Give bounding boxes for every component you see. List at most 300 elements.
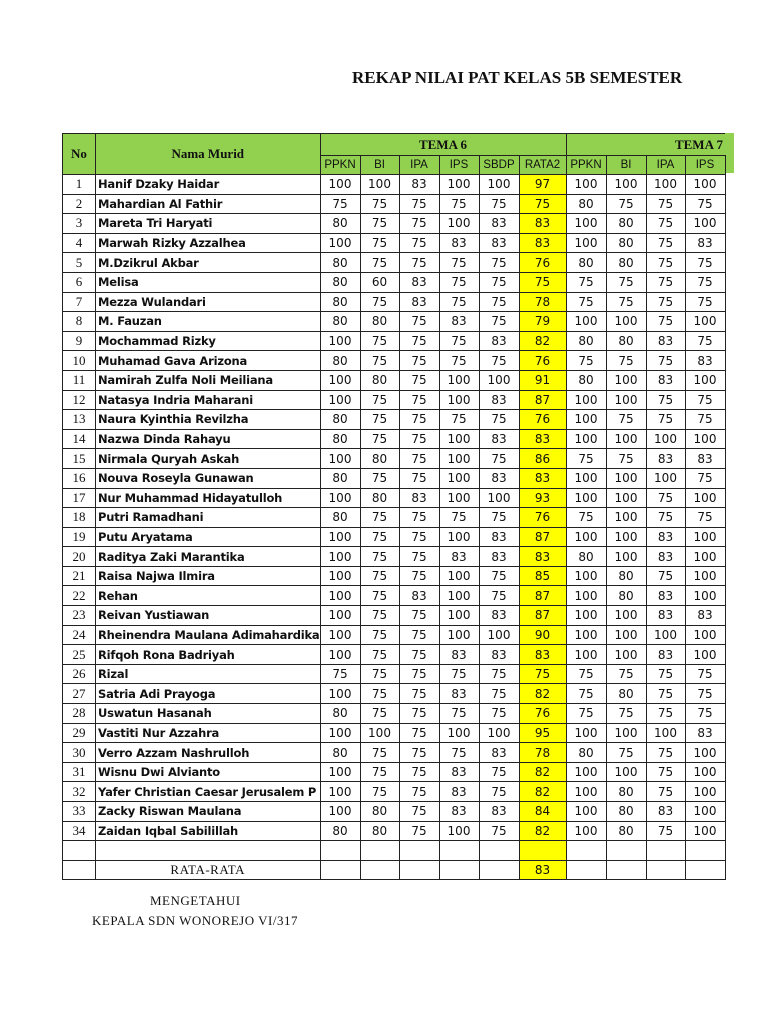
subheader-tema6-bi: BI (360, 156, 399, 175)
tema7-score-cell: 75 (606, 664, 646, 684)
tema6-score-cell: 80 (320, 704, 360, 724)
table-row (63, 468, 726, 488)
tema7-score-cell: 100 (685, 214, 725, 234)
header-tema-6: TEMA 6 (320, 134, 566, 156)
table-row (63, 547, 726, 567)
tema7-score-cell: 100 (606, 547, 646, 567)
empty-cell (320, 860, 360, 880)
tema6-score-cell: 75 (399, 625, 439, 645)
table-row (63, 782, 726, 802)
empty-cell (566, 841, 606, 861)
tema7-score-cell: 83 (646, 586, 685, 606)
student-name: Verro Azzam Nashrulloh (96, 743, 321, 763)
tema6-score-cell: 100 (439, 175, 479, 195)
tema6-score-cell: 75 (479, 272, 519, 292)
student-name: Raditya Zaki Marantika (96, 547, 321, 567)
tema7-score-cell: 75 (685, 704, 725, 724)
tema6-score-cell: 75 (399, 723, 439, 743)
footer-kepala-sekolah: KEPALA SDN WONOREJO VI/317 (92, 913, 298, 928)
student-name: Vastiti Nur Azzahra (96, 723, 321, 743)
grade-table (62, 133, 726, 880)
tema6-score-cell: 80 (360, 802, 399, 822)
tema7-score-cell: 100 (566, 645, 606, 665)
tema6-score-cell: 75 (399, 782, 439, 802)
row-number: 2 (63, 194, 96, 214)
tema6-score-cell: 80 (360, 312, 399, 332)
subheader-tema7-bi: BI (606, 156, 646, 175)
tema6-score-cell: 75 (399, 429, 439, 449)
tema6-score-cell: 75 (399, 351, 439, 371)
tema6-average-cell: 82 (519, 762, 566, 782)
empty-cell (646, 841, 685, 861)
tema6-score-cell: 83 (479, 331, 519, 351)
tema7-score-cell: 75 (685, 664, 725, 684)
tema7-score-cell: 100 (646, 429, 685, 449)
tema7-score-cell: 80 (606, 233, 646, 253)
empty-cell (96, 841, 321, 861)
row-number: 7 (63, 292, 96, 312)
tema6-score-cell: 80 (320, 468, 360, 488)
tema6-score-cell: 100 (439, 429, 479, 449)
tema6-score-cell: 75 (360, 547, 399, 567)
tema6-score-cell: 80 (320, 410, 360, 430)
tema7-score-cell: 100 (566, 762, 606, 782)
tema6-score-cell: 75 (399, 370, 439, 390)
subheader-tema6-rata2: RATA2 (519, 156, 566, 175)
student-name: Mahardian Al Fathir (96, 194, 321, 214)
tema7-score-cell: 100 (685, 175, 725, 195)
tema7-score-cell: 100 (606, 429, 646, 449)
tema6-score-cell: 75 (479, 449, 519, 469)
tema6-score-cell: 100 (320, 547, 360, 567)
table-row (63, 370, 726, 390)
tema6-score-cell: 100 (479, 370, 519, 390)
tema7-score-cell: 100 (566, 175, 606, 195)
table-row (63, 233, 726, 253)
average-label: RATA-RATA (96, 860, 321, 880)
table-row (63, 390, 726, 410)
tema6-score-cell: 100 (439, 586, 479, 606)
tema7-score-cell: 75 (646, 508, 685, 528)
tema6-average-cell: 90 (519, 625, 566, 645)
tema7-score-cell: 100 (566, 527, 606, 547)
tema6-score-cell: 100 (439, 821, 479, 841)
tema7-score-cell: 83 (646, 449, 685, 469)
tema6-score-cell: 75 (360, 331, 399, 351)
tema6-average-cell: 76 (519, 508, 566, 528)
tema6-score-cell: 75 (399, 704, 439, 724)
tema7-score-cell: 75 (685, 684, 725, 704)
tema7-score-cell: 75 (566, 508, 606, 528)
row-number: 8 (63, 312, 96, 332)
tema7-score-cell: 80 (606, 802, 646, 822)
tema6-score-cell: 80 (320, 821, 360, 841)
tema6-score-cell: 100 (439, 566, 479, 586)
row-number: 24 (63, 625, 96, 645)
tema6-score-cell: 75 (439, 331, 479, 351)
tema6-average-cell: 85 (519, 566, 566, 586)
tema6-score-cell: 75 (399, 410, 439, 430)
student-name: Muhamad Gava Arizona (96, 351, 321, 371)
tema7-score-cell: 75 (646, 292, 685, 312)
tema7-score-cell: 83 (685, 233, 725, 253)
student-name: Putu Aryatama (96, 527, 321, 547)
tema7-score-cell: 100 (646, 625, 685, 645)
tema6-score-cell: 75 (399, 606, 439, 626)
student-name: Rheinendra Maulana Adimahardika (96, 625, 321, 645)
row-number: 31 (63, 762, 96, 782)
tema6-score-cell: 80 (320, 743, 360, 763)
tema6-score-cell: 100 (320, 625, 360, 645)
tema7-score-cell: 83 (646, 606, 685, 626)
row-number: 20 (63, 547, 96, 567)
tema6-score-cell: 75 (439, 704, 479, 724)
student-name: Raisa Najwa Ilmira (96, 566, 321, 586)
empty-row (63, 841, 726, 861)
tema6-score-cell: 80 (360, 488, 399, 508)
student-name: M. Fauzan (96, 312, 321, 332)
tema6-score-cell: 75 (399, 253, 439, 273)
tema6-score-cell: 83 (479, 802, 519, 822)
row-number: 6 (63, 272, 96, 292)
tema6-score-cell: 60 (360, 272, 399, 292)
tema6-score-cell: 100 (320, 390, 360, 410)
tema6-score-cell: 100 (479, 625, 519, 645)
tema6-score-cell: 100 (320, 684, 360, 704)
tema6-score-cell: 83 (479, 429, 519, 449)
tema6-score-cell: 75 (439, 743, 479, 763)
tema6-score-cell: 75 (479, 762, 519, 782)
tema6-score-cell: 83 (399, 175, 439, 195)
tema6-score-cell: 100 (320, 488, 360, 508)
tema7-score-cell: 75 (646, 566, 685, 586)
tema6-score-cell: 75 (360, 527, 399, 547)
tema6-score-cell: 75 (399, 821, 439, 841)
tema6-score-cell: 75 (439, 410, 479, 430)
tema7-score-cell: 75 (566, 351, 606, 371)
tema7-score-cell: 75 (646, 664, 685, 684)
tema7-score-cell: 83 (685, 351, 725, 371)
tema6-average-cell: 76 (519, 253, 566, 273)
tema6-score-cell: 75 (360, 606, 399, 626)
tema7-score-cell: 75 (646, 743, 685, 763)
tema7-score-cell: 100 (566, 625, 606, 645)
tema6-score-cell: 75 (399, 214, 439, 234)
tema6-score-cell: 75 (439, 292, 479, 312)
tema6-score-cell: 83 (479, 547, 519, 567)
tema6-score-cell: 75 (360, 743, 399, 763)
student-name: Marwah Rizky Azzalhea (96, 233, 321, 253)
tema6-average-cell: 79 (519, 312, 566, 332)
tema6-score-cell: 100 (479, 175, 519, 195)
tema6-score-cell: 75 (360, 351, 399, 371)
student-name: Melisa (96, 272, 321, 292)
tema6-average-cell: 78 (519, 743, 566, 763)
tema7-score-cell: 80 (566, 370, 606, 390)
tema7-score-cell: 75 (646, 194, 685, 214)
tema6-score-cell: 75 (360, 625, 399, 645)
tema7-score-cell: 100 (606, 175, 646, 195)
tema7-score-cell: 83 (646, 331, 685, 351)
tema7-score-cell: 75 (606, 410, 646, 430)
row-number: 17 (63, 488, 96, 508)
tema7-score-cell: 75 (685, 194, 725, 214)
tema7-score-cell: 83 (646, 547, 685, 567)
row-number: 33 (63, 802, 96, 822)
table-row (63, 410, 726, 430)
empty-cell (399, 860, 439, 880)
tema7-score-cell: 100 (685, 370, 725, 390)
table-row (63, 449, 726, 469)
tema7-score-cell: 75 (566, 704, 606, 724)
table-row (63, 214, 726, 234)
tema7-score-cell: 100 (606, 723, 646, 743)
student-name: Namirah Zulfa Noli Meiliana (96, 370, 321, 390)
tema7-score-cell: 100 (606, 508, 646, 528)
tema7-score-cell: 80 (606, 782, 646, 802)
tema6-score-cell: 83 (479, 233, 519, 253)
tema6-score-cell: 83 (479, 743, 519, 763)
tema7-score-cell: 100 (566, 214, 606, 234)
tema7-score-cell: 83 (685, 606, 725, 626)
tema6-score-cell: 75 (479, 684, 519, 704)
tema6-score-cell: 100 (479, 723, 519, 743)
header-no: No (63, 134, 96, 175)
tema6-score-cell: 75 (399, 390, 439, 410)
tema6-score-cell: 80 (320, 253, 360, 273)
tema6-score-cell: 75 (479, 664, 519, 684)
tema6-score-cell: 100 (320, 566, 360, 586)
tema6-score-cell: 75 (360, 410, 399, 430)
tema6-score-cell: 80 (360, 821, 399, 841)
tema6-average-cell: 87 (519, 527, 566, 547)
tema6-score-cell: 100 (439, 527, 479, 547)
tema6-score-cell: 100 (320, 233, 360, 253)
tema6-score-cell: 75 (360, 645, 399, 665)
student-name: Hanif Dzaky Haidar (96, 175, 321, 195)
tema7-score-cell: 100 (685, 802, 725, 822)
tema6-score-cell: 100 (479, 488, 519, 508)
row-number: 18 (63, 508, 96, 528)
tema6-score-cell: 83 (479, 214, 519, 234)
table-row (63, 194, 726, 214)
tema6-score-cell: 75 (479, 566, 519, 586)
row-number: 11 (63, 370, 96, 390)
tema6-score-cell: 83 (479, 468, 519, 488)
tema6-score-cell: 83 (439, 684, 479, 704)
tema6-score-cell: 83 (479, 606, 519, 626)
tema6-score-cell: 75 (399, 194, 439, 214)
tema6-average-cell: 84 (519, 802, 566, 822)
row-number: 19 (63, 527, 96, 547)
tema7-score-cell: 100 (606, 312, 646, 332)
tema7-score-cell: 75 (606, 351, 646, 371)
tema6-score-cell: 80 (320, 214, 360, 234)
tema6-score-cell: 75 (360, 586, 399, 606)
tema6-score-cell: 100 (320, 449, 360, 469)
tema6-average-cell: 82 (519, 331, 566, 351)
tema6-score-cell: 75 (479, 351, 519, 371)
row-number: 23 (63, 606, 96, 626)
tema6-score-cell: 75 (479, 508, 519, 528)
tema7-score-cell: 75 (566, 684, 606, 704)
row-number: 28 (63, 704, 96, 724)
tema7-score-cell: 80 (606, 821, 646, 841)
student-name: Wisnu Dwi Alvianto (96, 762, 321, 782)
student-name: Rifqoh Rona Badriyah (96, 645, 321, 665)
row-number: 12 (63, 390, 96, 410)
table-row (63, 508, 726, 528)
tema7-score-cell: 75 (646, 253, 685, 273)
tema6-average-cell: 87 (519, 606, 566, 626)
tema7-score-cell: 80 (606, 684, 646, 704)
row-number: 21 (63, 566, 96, 586)
tema6-score-cell: 75 (360, 214, 399, 234)
tema6-score-cell: 75 (399, 664, 439, 684)
tema6-score-cell: 83 (439, 782, 479, 802)
tema6-score-cell: 75 (479, 253, 519, 273)
tema7-score-cell: 75 (606, 449, 646, 469)
tema6-score-cell: 83 (399, 488, 439, 508)
row-number: 34 (63, 821, 96, 841)
tema7-score-cell: 75 (646, 272, 685, 292)
tema7-score-cell: 80 (606, 214, 646, 234)
tema6-score-cell: 80 (320, 312, 360, 332)
tema6-average-cell: 83 (519, 468, 566, 488)
tema7-score-cell: 75 (606, 704, 646, 724)
tema6-average-cell: 97 (519, 175, 566, 195)
tema7-score-cell: 100 (606, 762, 646, 782)
tema6-score-cell: 75 (399, 527, 439, 547)
tema6-score-cell: 75 (399, 762, 439, 782)
tema7-score-cell: 100 (646, 175, 685, 195)
tema7-score-cell: 100 (566, 606, 606, 626)
tema7-score-cell: 75 (646, 351, 685, 371)
tema7-score-cell: 75 (685, 253, 725, 273)
table-row (63, 743, 726, 763)
tema6-score-cell: 80 (320, 429, 360, 449)
tema6-average-cell: 95 (519, 723, 566, 743)
row-number: 27 (63, 684, 96, 704)
tema7-score-cell: 75 (566, 664, 606, 684)
tema7-score-cell: 75 (646, 704, 685, 724)
tema7-score-cell: 75 (606, 743, 646, 763)
tema7-score-cell: 100 (685, 743, 725, 763)
tema6-score-cell: 100 (320, 370, 360, 390)
tema7-score-cell: 100 (606, 606, 646, 626)
tema7-score-cell: 100 (566, 488, 606, 508)
tema7-score-cell: 75 (566, 272, 606, 292)
tema6-score-cell: 100 (320, 175, 360, 195)
tema6-score-cell: 75 (399, 508, 439, 528)
table-row (63, 429, 726, 449)
row-number: 4 (63, 233, 96, 253)
tema6-score-cell: 75 (479, 312, 519, 332)
tema6-score-cell: 100 (360, 175, 399, 195)
table-row (63, 272, 726, 292)
empty-cell (519, 841, 566, 861)
tema7-score-cell: 100 (566, 821, 606, 841)
tema7-score-cell: 100 (685, 566, 725, 586)
tema6-score-cell: 100 (320, 586, 360, 606)
tema7-score-cell: 80 (606, 586, 646, 606)
tema7-score-cell: 100 (685, 547, 725, 567)
empty-cell (63, 841, 96, 861)
student-name: Rizal (96, 664, 321, 684)
subheader-tema6-ppkn: PPKN (320, 156, 360, 175)
tema6-average-cell: 82 (519, 782, 566, 802)
tema6-average-cell: 83 (519, 547, 566, 567)
tema7-score-cell: 80 (566, 743, 606, 763)
student-name: Rehan (96, 586, 321, 606)
tema7-score-cell: 100 (566, 312, 606, 332)
tema6-score-cell: 75 (399, 645, 439, 665)
student-name: Mezza Wulandari (96, 292, 321, 312)
row-number: 13 (63, 410, 96, 430)
tema7-score-cell: 75 (685, 410, 725, 430)
tema6-score-cell: 75 (439, 194, 479, 214)
tema6-score-cell: 75 (479, 821, 519, 841)
tema6-score-cell: 75 (399, 468, 439, 488)
tema6-score-cell: 83 (399, 586, 439, 606)
tema7-score-cell: 100 (685, 488, 725, 508)
tema7-score-cell: 100 (566, 429, 606, 449)
tema7-score-cell: 100 (685, 586, 725, 606)
student-name: M.Dzikrul Akbar (96, 253, 321, 273)
page-title: REKAP NILAI PAT KELAS 5B SEMESTER (352, 68, 683, 87)
tema6-score-cell: 83 (439, 802, 479, 822)
tema7-score-cell: 75 (646, 782, 685, 802)
tema6-score-cell: 100 (439, 370, 479, 390)
tema7-score-cell: 75 (685, 272, 725, 292)
student-name: Yafer Christian Caesar Jerusalem P (96, 782, 321, 802)
tema6-average-cell: 87 (519, 390, 566, 410)
tema7-score-cell: 100 (566, 233, 606, 253)
subheader-tema6-ipa: IPA (399, 156, 439, 175)
student-name: Mareta Tri Haryati (96, 214, 321, 234)
tema6-score-cell: 80 (320, 272, 360, 292)
tema6-score-cell: 75 (439, 351, 479, 371)
tema6-score-cell: 100 (360, 723, 399, 743)
tema6-score-cell: 100 (320, 762, 360, 782)
row-number: 14 (63, 429, 96, 449)
table-row (63, 527, 726, 547)
tema6-score-cell: 80 (320, 508, 360, 528)
tema6-score-cell: 75 (439, 664, 479, 684)
tema7-score-cell: 100 (685, 645, 725, 665)
tema6-average-cell: 75 (519, 272, 566, 292)
header-nama-murid: Nama Murid (96, 134, 321, 175)
tema7-score-cell: 75 (685, 390, 725, 410)
tema7-score-cell: 100 (685, 762, 725, 782)
tema7-score-cell: 100 (685, 527, 725, 547)
tema7-score-cell: 100 (566, 802, 606, 822)
tema6-score-cell: 75 (399, 743, 439, 763)
empty-cell (479, 841, 519, 861)
tema6-score-cell: 75 (360, 390, 399, 410)
empty-cell (63, 860, 96, 880)
table-row (63, 253, 726, 273)
table-row (63, 566, 726, 586)
empty-cell (360, 860, 399, 880)
student-name: Mochammad Rizky (96, 331, 321, 351)
tema6-score-cell: 100 (439, 606, 479, 626)
tema6-average-cell: 87 (519, 586, 566, 606)
tema7-score-cell: 100 (566, 723, 606, 743)
tema6-average-cell: 75 (519, 194, 566, 214)
tema6-score-cell: 83 (479, 390, 519, 410)
tema7-score-cell: 100 (685, 625, 725, 645)
